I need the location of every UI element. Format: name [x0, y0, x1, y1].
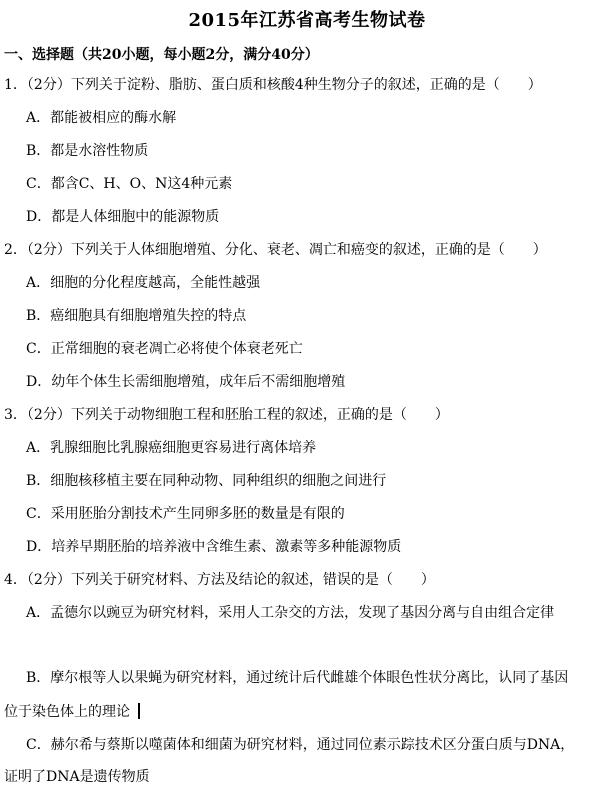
question-4-option-b-continued: [4, 703, 140, 721]
question-1-stem: 1．（2分）下列关于淀粉、脂肪、蛋白质和核酸4种生物分子的叙述，正确的是（ ）: [4, 77, 542, 93]
question-4-option-a: A．孟德尔以豌豆为研究材料，采用人工杂交的方法，发现了基因分离与自由组合定律: [26, 605, 555, 621]
question-2-option-d: D．幼年个体生长需细胞增殖，成年后不需细胞增殖: [26, 374, 346, 390]
question-3-stem: 3．（2分）下列关于动物细胞工程和胚胎工程的叙述，正确的是（ ）: [4, 407, 449, 423]
exam-title: 2015年江苏省高考生物试卷: [188, 10, 426, 31]
question-4-option-c-continued: 证明了DNA是遗传物质: [4, 769, 150, 785]
text-cursor: [138, 703, 140, 719]
question-1-option-b: B．都是水溶性物质: [26, 143, 149, 159]
question-4-stem: 4．（2分）下列关于研究材料、方法及结论的叙述，错误的是（ ）: [4, 572, 435, 588]
question-2-option-c: C．正常细胞的衰老凋亡必将使个体衰老死亡: [26, 341, 303, 357]
option-b-continued-text: 位于染色体上的理论: [4, 704, 130, 720]
question-1-option-a: A．都能被相应的酶水解: [26, 110, 177, 126]
question-1-option-d: D．都是人体细胞中的能源物质: [26, 209, 220, 225]
question-4-option-b: B．摩尔根等人以果蝇为研究材料，通过统计后代雌雄个体眼色性状分离比，认同了基因: [26, 670, 569, 686]
question-4-option-c: C．赫尔希与蔡斯以噬菌体和细菌为研究材料，通过同位素示踪技术区分蛋白质与DNA，: [26, 737, 575, 753]
question-1-option-c: C．都含C、H、O、N这4种元素: [26, 176, 233, 192]
question-2-option-b: B．癌细胞具有细胞增殖失控的特点: [26, 308, 247, 324]
question-3-option-d: D．培养早期胚胎的培养液中含维生素、激素等多种能源物质: [26, 539, 402, 555]
section-heading: 一、选择题（共20小题，每小题2分，满分40分）: [4, 47, 319, 63]
question-3-option-a: A．乳腺细胞比乳腺癌细胞更容易进行离体培养: [26, 440, 317, 456]
question-2-stem: 2．（2分）下列关于人体细胞增殖、分化、衰老、凋亡和癌变的叙述，正确的是（ ）: [4, 242, 547, 258]
question-3-option-b: B．细胞核移植主要在同种动物、同种组织的细胞之间进行: [26, 473, 387, 489]
question-3-option-c: C．采用胚胎分割技术产生同卵多胚的数量是有限的: [26, 506, 345, 522]
question-2-option-a: A．细胞的分化程度越高，全能性越强: [26, 275, 261, 291]
